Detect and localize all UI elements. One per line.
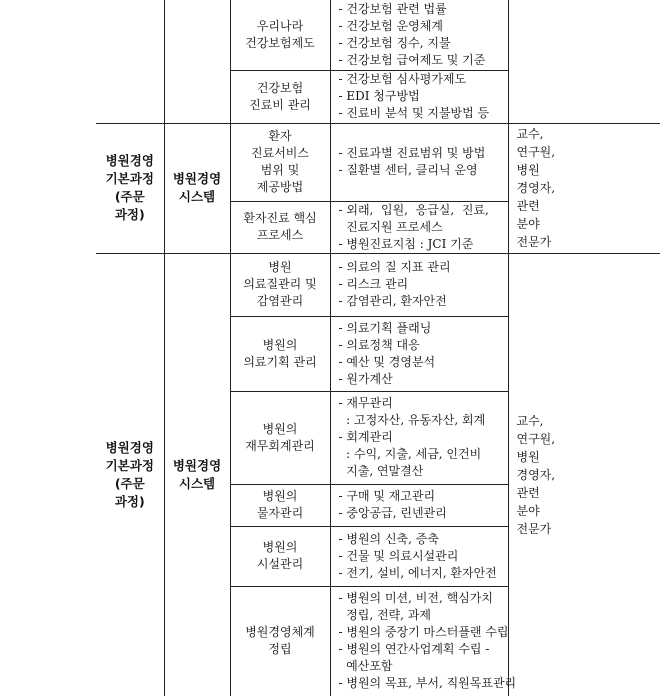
- detail-line: - 병원진료지침 : JCI 기준: [338, 236, 474, 251]
- subject-cell: [230, 391, 330, 484]
- details-cell: [330, 253, 508, 316]
- detail-line: - 진료비 분석 및 지불방법 등: [338, 106, 490, 120]
- subject-line: 프로세스: [256, 228, 304, 242]
- subject-cell: [230, 253, 330, 316]
- subject-line: 진료서비스: [251, 146, 309, 160]
- details-cell: [330, 123, 508, 201]
- subject-cell: [230, 0, 330, 70]
- detail-line: - 의료의 질 지표 관리: [338, 260, 451, 274]
- course-line: 과정): [114, 493, 145, 509]
- course-cell: [96, 123, 164, 253]
- subject-line: 시설관리: [256, 557, 304, 571]
- detail-line: - 중앙공급, 린넨관리: [338, 506, 447, 520]
- subject-cell: [230, 484, 330, 526]
- detail-line: - 병원의 중장기 마스터플랜 수립: [338, 625, 509, 640]
- detail-line: - 건강보험 급여제도 및 기준: [338, 52, 486, 67]
- area-line: 시스템: [178, 475, 216, 491]
- subject-cell: [230, 70, 330, 123]
- subject-line: 의료기획 관리: [243, 354, 317, 369]
- details-cell: [330, 391, 508, 484]
- detail-line: 예산포함: [338, 659, 393, 674]
- target-line: 교수,: [516, 127, 544, 141]
- detail-line: - 병원의 목표, 부서, 직원목표관리: [338, 676, 517, 691]
- area-line: 병원경영: [172, 457, 222, 473]
- course-line: 병원경영: [105, 439, 154, 455]
- detail-line: : 수익, 지출, 세금, 인건비: [338, 447, 482, 461]
- subject-line: 병원의: [262, 337, 298, 352]
- course-line: 기본과정: [105, 171, 154, 186]
- area-line: 병원경영: [172, 171, 222, 186]
- target-line: 교수,: [516, 413, 544, 428]
- subject-line: 진료비 관리: [249, 97, 311, 112]
- table-row: [96, 0, 660, 70]
- detail-line: - 구매 및 재고관리: [338, 489, 436, 503]
- detail-line: - 건강보험 징수, 지불: [338, 35, 451, 50]
- course-line: 기본과정: [105, 457, 154, 473]
- subject-line: 건강보험: [256, 80, 304, 95]
- target-line: 연구원,: [516, 145, 556, 159]
- subject-line: 우리나라: [256, 18, 304, 33]
- subject-cell: [230, 526, 330, 586]
- course-line: (주문: [114, 475, 145, 491]
- target-line: 전문가: [516, 235, 552, 249]
- detail-line: - 리스크 관리: [338, 277, 409, 291]
- detail-line: - 전기, 설비, 에너지, 환자안전: [338, 565, 497, 580]
- detail-line: - 건물 및 의료시설관리: [338, 548, 459, 563]
- subject-line: 정립: [268, 642, 292, 657]
- detail-line: - 건강보험 관련 법률: [338, 1, 447, 16]
- detail-line: - 재무관리: [338, 396, 393, 410]
- details-cell: [330, 484, 508, 526]
- detail-line: : 고정자산, 유동자산, 회계: [338, 413, 486, 427]
- details-cell: [330, 526, 508, 586]
- subject-cell: [230, 586, 330, 696]
- detail-line: - 회계관리: [338, 430, 393, 444]
- table-row: [96, 123, 660, 201]
- target-line: 분야: [516, 217, 540, 231]
- details-cell: [330, 70, 508, 123]
- detail-line: 진료지원 프로세스: [338, 219, 443, 234]
- subject-line: 병원의: [262, 540, 298, 554]
- subject-line: 환자: [268, 129, 292, 143]
- subject-line: 감염관리: [256, 294, 304, 308]
- target-line: 경영자,: [516, 467, 556, 482]
- detail-line: - 병원의 연간사업계획 수립 -: [338, 642, 490, 657]
- target-line: 병원: [516, 449, 540, 464]
- details-cell: [330, 586, 517, 696]
- target-cell: [508, 253, 660, 696]
- subject-line: 환자진료 핵심: [243, 211, 317, 225]
- detail-line: - 외래, 입원, 응급실, 진료,: [338, 202, 489, 217]
- detail-line: - EDI 청구방법: [338, 89, 420, 103]
- target-line: 전문가: [516, 521, 552, 536]
- target-line: 관련: [516, 485, 540, 500]
- course-line: 과정): [114, 207, 145, 222]
- detail-line: - 의료기획 플래닝: [338, 320, 432, 335]
- detail-line: - 진료과별 진료범위 및 방법: [338, 146, 486, 160]
- detail-line: - 건강보험 운영체계: [338, 18, 443, 33]
- course-line: (주문: [114, 189, 145, 204]
- details-cell: [330, 0, 508, 70]
- target-line: 관련: [516, 199, 540, 213]
- target-line: 분야: [516, 503, 540, 518]
- subject-line: 병원: [268, 260, 292, 274]
- course-cell-empty: [96, 0, 164, 123]
- subject-line: 병원경영체계: [245, 625, 315, 640]
- detail-line: 정립, 전략, 과제: [338, 608, 431, 623]
- detail-line: - 건강보험 심사평가제도: [338, 72, 467, 86]
- target-cell-empty: [508, 0, 660, 123]
- subject-cell: [230, 123, 330, 201]
- subject-line: 물자관리: [256, 506, 304, 520]
- subject-line: 건강보험제도: [245, 35, 315, 50]
- curriculum-table: [96, 0, 660, 696]
- subject-line: 제공방법: [256, 180, 304, 194]
- details-cell: [330, 201, 508, 253]
- course-cell: [96, 253, 164, 696]
- detail-line: - 예산 및 경영분석: [338, 354, 436, 369]
- area-cell: [164, 253, 230, 696]
- detail-line: - 병원의 미션, 비전, 핵심가치: [338, 591, 493, 606]
- detail-line: - 원가계산: [338, 371, 393, 386]
- target-cell: [508, 123, 660, 253]
- course-line: 병원경영: [105, 153, 154, 168]
- detail-line: - 의료정책 대응: [338, 337, 420, 352]
- subject-line: 의료질관리 및: [243, 277, 317, 291]
- target-line: 연구원,: [516, 431, 556, 446]
- subject-line: 재무회계관리: [245, 438, 315, 453]
- target-line: 경영자,: [516, 181, 556, 195]
- detail-line: - 병원의 신축, 증축: [338, 531, 439, 546]
- area-cell-empty: [164, 0, 230, 123]
- area-line: 시스템: [178, 189, 216, 204]
- subject-cell: [230, 201, 330, 253]
- subject-line: 범위 및: [260, 163, 300, 177]
- area-cell: [164, 123, 230, 253]
- detail-line: - 질환별 센터, 클리닉 운영: [338, 163, 478, 177]
- table-row: [96, 253, 660, 316]
- target-line: 병원: [516, 163, 540, 177]
- detail-line: - 감염관리, 환자안전: [338, 294, 447, 308]
- subject-line: 병원의: [262, 489, 298, 503]
- details-cell: [330, 316, 508, 391]
- subject-cell: [230, 316, 330, 391]
- detail-line: 지출, 연말결산: [338, 464, 424, 478]
- subject-line: 병원의: [262, 421, 298, 436]
